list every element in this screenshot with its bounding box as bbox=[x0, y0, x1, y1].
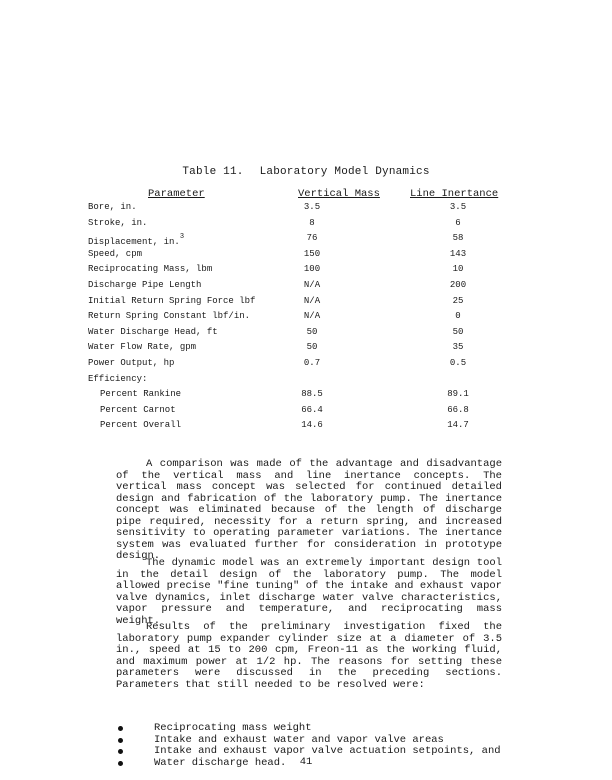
bullet-icon bbox=[118, 749, 123, 754]
vertical-mass-cell: N/A bbox=[303, 279, 321, 290]
vertical-mass-cell: 100 bbox=[303, 264, 321, 275]
parameter-cell: Bore, in. bbox=[88, 202, 137, 212]
line-inertance-cell: 25 bbox=[452, 295, 464, 306]
table-row bbox=[0, 358, 612, 374]
vertical-mass-cell: 76 bbox=[306, 233, 318, 244]
parameter-cell: Water Flow Rate, gpm bbox=[88, 342, 197, 353]
table-row bbox=[0, 327, 612, 343]
vertical-mass-cell: 14.6 bbox=[301, 420, 323, 431]
column-header-parameter: Parameter bbox=[148, 188, 205, 200]
paragraph-text: A comparison was made of the advantage and disadvantage of the vertical mass and line inertance concepts. The vertical mass concept was selected for continued detailed design and fabrication of the laboratory pump. The inertance concept was eliminated because of the length of discharge pipe required, necessity for a return spring, and increased sensitivity to operating parameter variations. The inertance system was evaluated further for consideration in prototype design. bbox=[116, 458, 502, 562]
line-inertance-cell: 3.5 bbox=[449, 202, 467, 212]
bullet-icon bbox=[118, 726, 123, 731]
parameter-cell: Efficiency: bbox=[88, 373, 148, 384]
paragraph-comparison bbox=[116, 459, 502, 563]
column-header-vertical-mass: Vertical Mass bbox=[298, 188, 380, 200]
paragraph-text: Results of the preliminary investigation fixed the laboratory pump expander cylinder size at a diameter of 3.5 in., speed at 15 to 200 cpm, Freon-11 as the working fluid, and maximum power at 1/2 hp. The reasons for setting these parameters were discussed in the preceding sections. Parameters that still needed to be resolved were: bbox=[116, 621, 502, 691]
table-number: Table 11. bbox=[182, 166, 244, 178]
vertical-mass-cell: 0.7 bbox=[303, 357, 321, 368]
parameter-cell: Initial Return Spring Force lbf bbox=[88, 295, 256, 306]
line-inertance-cell: 89.1 bbox=[447, 389, 469, 400]
line-inertance-cell: 0 bbox=[455, 311, 461, 322]
list-item: Water discharge head. bbox=[116, 758, 501, 770]
table-body bbox=[0, 202, 612, 436]
vertical-mass-cell: N/A bbox=[303, 311, 321, 322]
line-inertance-cell: 58 bbox=[452, 233, 464, 244]
line-inertance-cell: 143 bbox=[449, 248, 467, 259]
table-row bbox=[0, 374, 612, 390]
table-row bbox=[0, 311, 612, 327]
line-inertance-cell: 50 bbox=[452, 326, 464, 337]
table-caption bbox=[0, 166, 612, 178]
bullet-icon bbox=[118, 738, 123, 743]
table-title: Laboratory Model Dynamics bbox=[259, 166, 430, 178]
vertical-mass-cell: N/A bbox=[303, 295, 321, 306]
table-row bbox=[0, 249, 612, 265]
vertical-mass-cell: 50 bbox=[306, 342, 318, 353]
vertical-mass-cell: 66.4 bbox=[301, 404, 323, 415]
parameter-cell: Power Output, hp bbox=[88, 357, 175, 368]
line-inertance-cell: 10 bbox=[452, 264, 464, 275]
table-row bbox=[0, 405, 612, 421]
table-row bbox=[0, 202, 612, 218]
line-inertance-cell: 200 bbox=[449, 279, 467, 290]
table-row bbox=[0, 264, 612, 280]
parameter-cell: Reciprocating Mass, lbm bbox=[88, 264, 213, 275]
line-inertance-cell: 6 bbox=[455, 217, 461, 228]
paragraph-dynamic-model bbox=[116, 558, 502, 627]
vertical-mass-cell: 8 bbox=[309, 217, 315, 228]
table-row bbox=[0, 296, 612, 312]
parameter-cell: Percent Carnot bbox=[100, 404, 176, 415]
parameter-cell: Water Discharge Head, ft bbox=[88, 326, 218, 337]
parameter-cell: Percent Rankine bbox=[100, 389, 182, 400]
table-row bbox=[0, 233, 612, 249]
parameter-cell: Return Spring Constant lbf/in. bbox=[88, 311, 251, 322]
paragraph-results bbox=[116, 622, 502, 691]
vertical-mass-cell: 150 bbox=[303, 248, 321, 259]
line-inertance-cell: 0.5 bbox=[449, 357, 467, 368]
table-row bbox=[0, 280, 612, 296]
table-row bbox=[0, 420, 612, 436]
vertical-mass-cell: 88.5 bbox=[301, 389, 323, 400]
vertical-mass-cell: 3.5 bbox=[303, 202, 321, 212]
table-row bbox=[0, 389, 612, 405]
list-item: Intake and exhaust vapor valve actuation setpoints, and bbox=[116, 746, 501, 758]
column-header-line-inertance: Line Inertance bbox=[410, 188, 499, 200]
line-inertance-cell: 14.7 bbox=[447, 420, 469, 431]
paragraph-text: The dynamic model was an extremely important design tool in the detail design of the laboratory pump. The model allowed precise "fine tuning" of the intake and exhaust vapor valve dynamics, inlet discharge water valve characteristics, vapor pressure and temperature, and reciprocating mass weight. bbox=[116, 557, 502, 627]
line-inertance-cell: 66.8 bbox=[447, 404, 469, 415]
list-item: Intake and exhaust water and vapor valve areas bbox=[116, 735, 501, 747]
parameter-cell: Percent Overall bbox=[100, 420, 182, 431]
parameter-cell: Displacement, in.$^3$ bbox=[88, 233, 185, 248]
vertical-mass-cell: 50 bbox=[306, 326, 318, 337]
table-row bbox=[0, 342, 612, 358]
parameter-cell: Speed, cpm bbox=[88, 248, 143, 259]
line-inertance-cell: 35 bbox=[452, 342, 464, 353]
parameter-cell: Stroke, in. bbox=[88, 217, 148, 228]
unit-exponent: 3 bbox=[179, 233, 185, 242]
page-number: 41 bbox=[299, 756, 313, 768]
table-row bbox=[0, 218, 612, 234]
parameter-cell: Discharge Pipe Length bbox=[88, 279, 202, 290]
list-item: Reciprocating mass weight bbox=[116, 723, 501, 735]
